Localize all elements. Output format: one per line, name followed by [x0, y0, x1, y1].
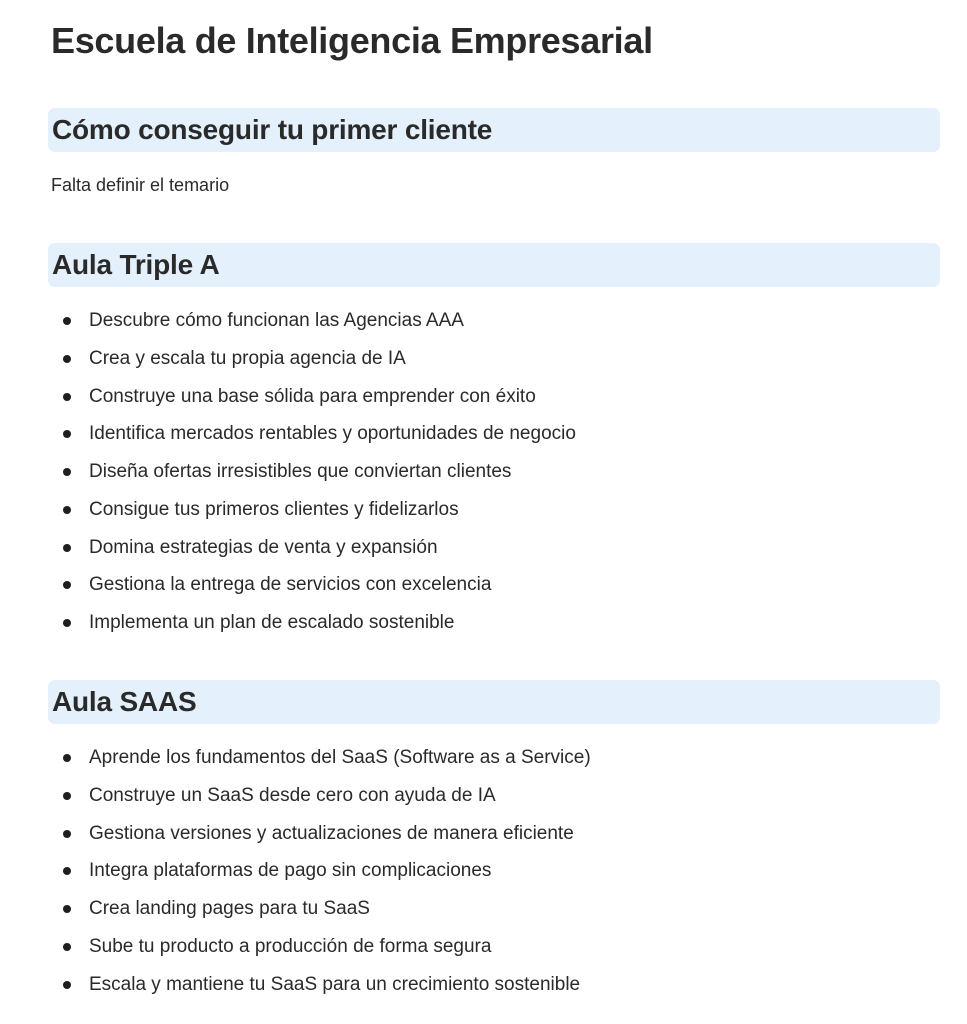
list-item-text: Sube tu producto a producción de forma segura	[89, 935, 492, 957]
bullet-icon	[63, 430, 71, 438]
bullet-icon	[63, 393, 71, 401]
list-item-text: Domina estrategias de venta y expansión	[89, 536, 438, 558]
bullet-icon	[63, 468, 71, 476]
section-heading-text: Aula SAAS	[52, 686, 197, 717]
bullet-icon	[63, 792, 71, 800]
bullet-icon	[63, 943, 71, 951]
list-item-text: Aprende los fundamentos del SaaS (Software as a Service)	[89, 747, 591, 768]
bullet-icon	[63, 905, 71, 913]
section-heading-text: Cómo conseguir tu primer cliente	[52, 114, 493, 145]
list-item-text: Consigue tus primeros clientes y fidelizarlos	[89, 498, 459, 520]
list-item-text: Escala y mantiene tu SaaS para un crecimiento sostenible	[89, 973, 581, 995]
bullet-icon	[63, 317, 71, 325]
section-heading-aula-saas	[48, 680, 940, 724]
list-item-text: Construye una base sólida para emprender con éxito	[89, 385, 536, 407]
bullet-icon	[63, 754, 71, 762]
section-note: Falta definir el temario	[51, 175, 230, 195]
list-item-text: Crea landing pages para tu SaaS	[89, 898, 370, 919]
list-item-text: Descubre cómo funcionan las Agencias AAA	[89, 310, 464, 331]
bullet-icon	[63, 830, 71, 838]
list-item-text: Identifica mercados rentables y oportunidades de negocio	[89, 423, 576, 445]
bullet-icon	[63, 619, 71, 627]
section-heading-aula-triple-a	[48, 243, 940, 287]
bullet-icon	[63, 355, 71, 363]
list-item-text: Diseña ofertas irresistibles que conviertan clientes	[89, 461, 512, 482]
section-heading-text: Aula Triple A	[52, 249, 220, 280]
page-title: Escuela de Inteligencia Empresarial	[51, 20, 653, 61]
list-item-text: Gestiona versiones y actualizaciones de manera eficiente	[89, 822, 574, 844]
bullet-icon	[63, 544, 71, 552]
list-item-text: Gestiona la entrega de servicios con excelencia	[89, 574, 492, 596]
list-item-text: Crea y escala tu propia agencia de IA	[89, 347, 406, 369]
bullet-icon	[63, 506, 71, 514]
list-item-text: Implementa un plan de escalado sostenible	[89, 612, 455, 633]
list-item-text: Construye un SaaS desde cero con ayuda de IA	[89, 784, 496, 806]
bullet-icon	[63, 581, 71, 589]
bullet-icon	[63, 867, 71, 875]
list-item-text: Integra plataformas de pago sin complicaciones	[89, 860, 492, 882]
section-heading-primer-cliente	[48, 108, 940, 152]
bullet-icon	[63, 981, 71, 989]
